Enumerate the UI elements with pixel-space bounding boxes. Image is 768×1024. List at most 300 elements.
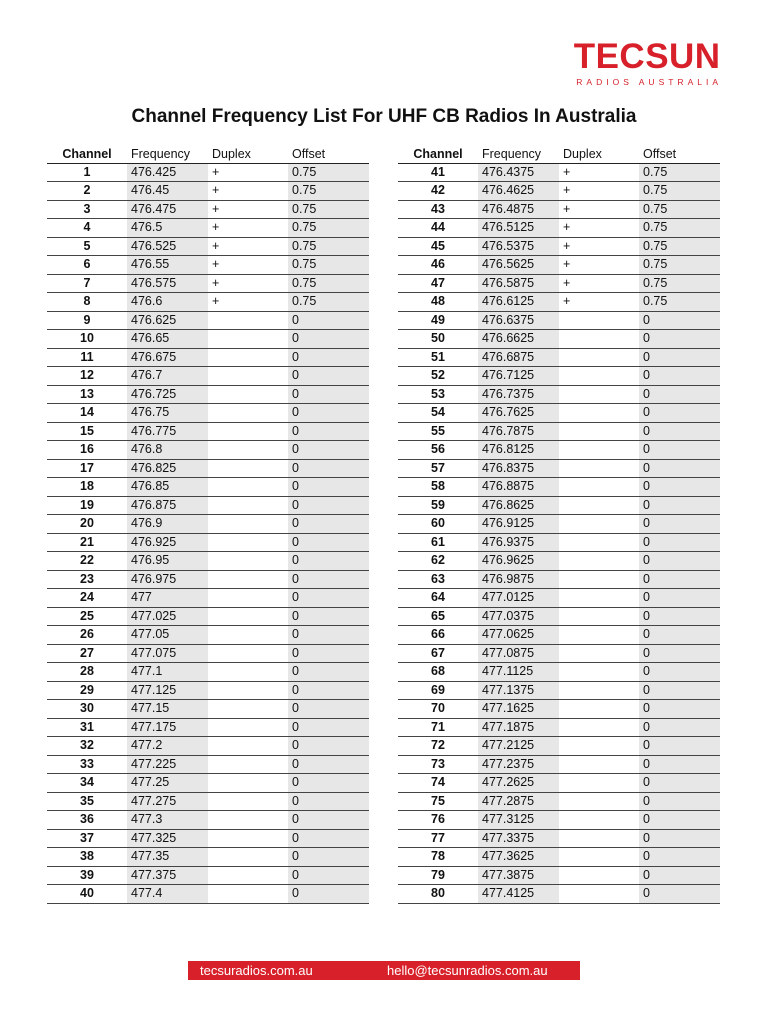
duplex-cell: + <box>208 163 288 182</box>
table-row <box>47 163 369 182</box>
duplex-cell <box>208 829 288 848</box>
table-row <box>398 311 720 330</box>
duplex-cell <box>559 570 639 589</box>
page-title: Channel Frequency List For UHF CB Radios In Australia <box>131 106 637 127</box>
duplex-cell: + <box>208 274 288 293</box>
duplex-cell <box>208 552 288 571</box>
offset-cell: 0 <box>639 515 720 534</box>
channel-cell: 68 <box>398 663 478 682</box>
offset-cell: 0.75 <box>288 163 369 182</box>
offset-cell: 0 <box>288 866 369 885</box>
channel-cell: 65 <box>398 607 478 626</box>
offset-cell: 0 <box>639 866 720 885</box>
table-row <box>47 478 369 497</box>
frequency-cell: 477.1 <box>127 663 208 682</box>
table-row <box>398 459 720 478</box>
offset-cell: 0 <box>639 737 720 756</box>
offset-cell: 0 <box>639 496 720 515</box>
frequency-cell: 476.8625 <box>478 496 559 515</box>
channel-cell: 13 <box>47 385 127 404</box>
duplex-cell: + <box>208 237 288 256</box>
duplex-cell <box>208 441 288 460</box>
brand-name: TECSUN <box>573 37 721 76</box>
frequency-cell: 476.6625 <box>478 330 559 349</box>
table-row <box>398 404 720 423</box>
table-row <box>398 774 720 793</box>
duplex-cell: + <box>559 219 639 238</box>
channel-cell: 62 <box>398 552 478 571</box>
duplex-cell <box>208 515 288 534</box>
channel-cell: 69 <box>398 681 478 700</box>
channel-cell: 11 <box>47 348 127 367</box>
offset-cell: 0 <box>288 755 369 774</box>
offset-cell: 0 <box>639 644 720 663</box>
channel-cell: 15 <box>47 422 127 441</box>
column-header-duplex: Duplex <box>208 145 288 163</box>
table-row <box>398 718 720 737</box>
frequency-cell: 476.5375 <box>478 237 559 256</box>
table-row <box>47 274 369 293</box>
channel-cell: 10 <box>47 330 127 349</box>
table-row <box>398 644 720 663</box>
offset-cell: 0 <box>288 737 369 756</box>
duplex-cell <box>208 478 288 497</box>
table-row <box>398 755 720 774</box>
channel-cell: 48 <box>398 293 478 312</box>
table-row <box>47 293 369 312</box>
duplex-cell <box>559 552 639 571</box>
table-header-row <box>47 145 369 163</box>
frequency-cell: 477.2125 <box>478 737 559 756</box>
offset-cell: 0 <box>639 811 720 830</box>
frequency-cell: 477.1625 <box>478 700 559 719</box>
channel-cell: 12 <box>47 367 127 386</box>
offset-cell: 0 <box>639 792 720 811</box>
duplex-cell <box>559 330 639 349</box>
duplex-cell <box>208 755 288 774</box>
frequency-cell: 477.0625 <box>478 626 559 645</box>
frequency-cell: 476.8375 <box>478 459 559 478</box>
channel-cell: 32 <box>47 737 127 756</box>
channel-table-left <box>47 145 369 904</box>
duplex-cell: + <box>208 219 288 238</box>
frequency-cell: 476.5 <box>127 219 208 238</box>
table-row <box>398 533 720 552</box>
frequency-cell: 477.15 <box>127 700 208 719</box>
channel-cell: 61 <box>398 533 478 552</box>
frequency-cell: 477.175 <box>127 718 208 737</box>
offset-cell: 0 <box>639 552 720 571</box>
column-header-offset: Offset <box>639 145 720 163</box>
duplex-cell: + <box>559 163 639 182</box>
channel-cell: 43 <box>398 200 478 219</box>
frequency-cell: 477.225 <box>127 755 208 774</box>
channel-table-right <box>398 145 720 904</box>
duplex-cell: + <box>559 200 639 219</box>
channel-cell: 31 <box>47 718 127 737</box>
duplex-cell <box>559 644 639 663</box>
duplex-cell: + <box>208 182 288 201</box>
frequency-cell: 477.075 <box>127 644 208 663</box>
offset-cell: 0 <box>288 774 369 793</box>
table-row <box>47 256 369 275</box>
offset-cell: 0 <box>639 589 720 608</box>
table-row <box>47 515 369 534</box>
channel-cell: 2 <box>47 182 127 201</box>
duplex-cell <box>559 441 639 460</box>
table-row <box>398 607 720 626</box>
frequency-cell: 477.025 <box>127 607 208 626</box>
frequency-cell: 477.0875 <box>478 644 559 663</box>
table-row <box>47 589 369 608</box>
brand-tagline: RADIOS AUSTRALIA <box>576 77 722 87</box>
table-row <box>398 330 720 349</box>
offset-cell: 0 <box>639 330 720 349</box>
table-row <box>398 589 720 608</box>
frequency-cell: 476.8875 <box>478 478 559 497</box>
table-row <box>47 219 369 238</box>
table-row <box>398 293 720 312</box>
duplex-cell <box>208 422 288 441</box>
frequency-cell: 476.775 <box>127 422 208 441</box>
offset-cell: 0 <box>288 478 369 497</box>
duplex-cell: + <box>208 256 288 275</box>
duplex-cell <box>559 626 639 645</box>
offset-cell: 0 <box>288 644 369 663</box>
offset-cell: 0.75 <box>288 182 369 201</box>
frequency-cell: 477.2625 <box>478 774 559 793</box>
channel-cell: 14 <box>47 404 127 423</box>
frequency-cell: 476.625 <box>127 311 208 330</box>
frequency-cell: 477.1375 <box>478 681 559 700</box>
duplex-cell <box>208 663 288 682</box>
frequency-cell: 476.45 <box>127 182 208 201</box>
duplex-cell <box>208 885 288 904</box>
frequency-cell: 477.3375 <box>478 829 559 848</box>
channel-cell: 34 <box>47 774 127 793</box>
duplex-cell <box>559 718 639 737</box>
website-link[interactable]: tecsuradios.com.au <box>200 963 313 978</box>
offset-cell: 0 <box>639 404 720 423</box>
table-row <box>398 552 720 571</box>
table-row <box>47 829 369 848</box>
frequency-cell: 476.9875 <box>478 570 559 589</box>
table-row <box>398 441 720 460</box>
channel-cell: 26 <box>47 626 127 645</box>
channel-cell: 80 <box>398 885 478 904</box>
table-row <box>47 663 369 682</box>
offset-cell: 0 <box>639 478 720 497</box>
frequency-cell: 476.825 <box>127 459 208 478</box>
channel-cell: 19 <box>47 496 127 515</box>
frequency-cell: 477.2375 <box>478 755 559 774</box>
offset-cell: 0 <box>288 607 369 626</box>
frequency-cell: 476.675 <box>127 348 208 367</box>
duplex-cell <box>559 515 639 534</box>
table-row <box>47 422 369 441</box>
duplex-cell: + <box>208 200 288 219</box>
channel-cell: 35 <box>47 792 127 811</box>
channel-cell: 40 <box>47 885 127 904</box>
table-row <box>398 422 720 441</box>
channel-cell: 66 <box>398 626 478 645</box>
frequency-cell: 477.275 <box>127 792 208 811</box>
duplex-cell: + <box>559 237 639 256</box>
channel-cell: 64 <box>398 589 478 608</box>
duplex-cell <box>208 848 288 867</box>
frequency-cell: 476.975 <box>127 570 208 589</box>
channel-cell: 24 <box>47 589 127 608</box>
channel-cell: 33 <box>47 755 127 774</box>
duplex-cell <box>208 737 288 756</box>
frequency-cell: 477.125 <box>127 681 208 700</box>
duplex-cell <box>208 311 288 330</box>
offset-cell: 0 <box>639 829 720 848</box>
channel-cell: 58 <box>398 478 478 497</box>
column-header-duplex: Duplex <box>559 145 639 163</box>
frequency-cell: 476.7 <box>127 367 208 386</box>
table-row <box>398 256 720 275</box>
frequency-cell: 476.925 <box>127 533 208 552</box>
channel-cell: 6 <box>47 256 127 275</box>
offset-cell: 0 <box>288 681 369 700</box>
channel-cell: 54 <box>398 404 478 423</box>
offset-cell: 0 <box>639 311 720 330</box>
brand-logo <box>572 37 722 87</box>
duplex-cell <box>208 811 288 830</box>
duplex-cell <box>559 311 639 330</box>
column-header-channel: Channel <box>47 145 127 163</box>
frequency-cell: 476.875 <box>127 496 208 515</box>
frequency-cell: 476.4875 <box>478 200 559 219</box>
duplex-cell <box>208 330 288 349</box>
offset-cell: 0 <box>288 330 369 349</box>
duplex-cell <box>559 829 639 848</box>
channel-cell: 7 <box>47 274 127 293</box>
duplex-cell <box>559 885 639 904</box>
frequency-cell: 476.85 <box>127 478 208 497</box>
table-row <box>47 681 369 700</box>
duplex-cell <box>559 792 639 811</box>
duplex-cell <box>559 811 639 830</box>
duplex-cell <box>559 348 639 367</box>
frequency-cell: 476.95 <box>127 552 208 571</box>
frequency-cell: 476.6 <box>127 293 208 312</box>
offset-cell: 0 <box>288 885 369 904</box>
table-row <box>47 330 369 349</box>
frequency-cell: 476.5625 <box>478 256 559 275</box>
table-row <box>47 496 369 515</box>
offset-cell: 0 <box>288 848 369 867</box>
email-link[interactable]: hello@tecsunradios.com.au <box>387 963 548 978</box>
offset-cell: 0 <box>288 404 369 423</box>
duplex-cell <box>208 570 288 589</box>
table-row <box>47 866 369 885</box>
frequency-cell: 477.3 <box>127 811 208 830</box>
footer-bar <box>188 961 580 980</box>
duplex-cell: + <box>559 274 639 293</box>
frequency-cell: 476.75 <box>127 404 208 423</box>
frequency-cell: 477.375 <box>127 866 208 885</box>
table-row <box>47 385 369 404</box>
duplex-cell <box>559 589 639 608</box>
offset-cell: 0.75 <box>639 219 720 238</box>
channel-cell: 55 <box>398 422 478 441</box>
offset-cell: 0 <box>288 367 369 386</box>
channel-cell: 16 <box>47 441 127 460</box>
table-row <box>398 700 720 719</box>
duplex-cell <box>208 348 288 367</box>
offset-cell: 0 <box>288 663 369 682</box>
duplex-cell <box>559 774 639 793</box>
table-row <box>47 885 369 904</box>
channel-cell: 46 <box>398 256 478 275</box>
offset-cell: 0 <box>288 811 369 830</box>
channel-cell: 78 <box>398 848 478 867</box>
channel-cell: 52 <box>398 367 478 386</box>
table-row <box>398 274 720 293</box>
table-row <box>47 200 369 219</box>
duplex-cell <box>208 626 288 645</box>
frequency-cell: 477.0375 <box>478 607 559 626</box>
table-row <box>398 219 720 238</box>
table-row <box>398 496 720 515</box>
offset-cell: 0 <box>639 422 720 441</box>
offset-cell: 0 <box>639 385 720 404</box>
channel-cell: 47 <box>398 274 478 293</box>
duplex-cell <box>208 367 288 386</box>
offset-cell: 0.75 <box>639 293 720 312</box>
frequency-cell: 477.2875 <box>478 792 559 811</box>
duplex-cell <box>559 866 639 885</box>
table-row <box>47 570 369 589</box>
offset-cell: 0 <box>288 589 369 608</box>
duplex-cell <box>559 681 639 700</box>
channel-cell: 27 <box>47 644 127 663</box>
channel-cell: 45 <box>398 237 478 256</box>
offset-cell: 0 <box>639 441 720 460</box>
duplex-cell <box>208 866 288 885</box>
table-row <box>47 182 369 201</box>
channel-cell: 37 <box>47 829 127 848</box>
offset-cell: 0 <box>288 552 369 571</box>
channel-cell: 8 <box>47 293 127 312</box>
channel-cell: 53 <box>398 385 478 404</box>
column-header-channel: Channel <box>398 145 478 163</box>
duplex-cell <box>559 422 639 441</box>
table-row <box>398 570 720 589</box>
offset-cell: 0 <box>288 570 369 589</box>
offset-cell: 0 <box>288 496 369 515</box>
channel-cell: 9 <box>47 311 127 330</box>
channel-cell: 36 <box>47 811 127 830</box>
frequency-cell: 476.8125 <box>478 441 559 460</box>
channel-cell: 21 <box>47 533 127 552</box>
channel-cell: 59 <box>398 496 478 515</box>
offset-cell: 0.75 <box>639 163 720 182</box>
table-header-row <box>398 145 720 163</box>
offset-cell: 0.75 <box>639 237 720 256</box>
table-row <box>398 663 720 682</box>
table-row <box>398 163 720 182</box>
channel-cell: 60 <box>398 515 478 534</box>
offset-cell: 0 <box>639 755 720 774</box>
frequency-cell: 477.4 <box>127 885 208 904</box>
channel-cell: 50 <box>398 330 478 349</box>
table-row <box>47 848 369 867</box>
channel-cell: 49 <box>398 311 478 330</box>
offset-cell: 0.75 <box>288 200 369 219</box>
frequency-cell: 477.3625 <box>478 848 559 867</box>
duplex-cell <box>208 792 288 811</box>
duplex-cell <box>559 700 639 719</box>
table-row <box>47 367 369 386</box>
channel-cell: 39 <box>47 866 127 885</box>
duplex-cell: + <box>559 293 639 312</box>
duplex-cell <box>559 496 639 515</box>
frequency-cell: 476.5875 <box>478 274 559 293</box>
offset-cell: 0.75 <box>288 219 369 238</box>
channel-cell: 5 <box>47 237 127 256</box>
frequency-cell: 476.7875 <box>478 422 559 441</box>
frequency-cell: 476.5125 <box>478 219 559 238</box>
channel-cell: 3 <box>47 200 127 219</box>
duplex-cell <box>208 459 288 478</box>
table-row <box>47 774 369 793</box>
offset-cell: 0 <box>288 441 369 460</box>
frequency-cell: 476.9375 <box>478 533 559 552</box>
channel-cell: 23 <box>47 570 127 589</box>
offset-cell: 0 <box>639 718 720 737</box>
channel-cell: 4 <box>47 219 127 238</box>
channel-cell: 70 <box>398 700 478 719</box>
frequency-cell: 477.3125 <box>478 811 559 830</box>
table-row <box>398 681 720 700</box>
channel-cell: 28 <box>47 663 127 682</box>
duplex-cell <box>559 404 639 423</box>
table-row <box>47 718 369 737</box>
offset-cell: 0 <box>288 348 369 367</box>
frequency-cell: 477.1875 <box>478 718 559 737</box>
offset-cell: 0 <box>639 774 720 793</box>
frequency-cell: 476.4375 <box>478 163 559 182</box>
duplex-cell <box>208 607 288 626</box>
table-row <box>47 700 369 719</box>
frequency-cell: 476.9125 <box>478 515 559 534</box>
channel-cell: 79 <box>398 866 478 885</box>
table-row <box>398 829 720 848</box>
duplex-cell <box>208 385 288 404</box>
offset-cell: 0 <box>288 718 369 737</box>
frequency-cell: 477.3875 <box>478 866 559 885</box>
table-row <box>47 626 369 645</box>
column-header-frequency: Frequency <box>127 145 208 163</box>
offset-cell: 0 <box>288 459 369 478</box>
frequency-cell: 477.325 <box>127 829 208 848</box>
table-row <box>398 385 720 404</box>
frequency-cell: 477.1125 <box>478 663 559 682</box>
frequency-cell: 476.9 <box>127 515 208 534</box>
offset-cell: 0 <box>288 533 369 552</box>
frequency-cell: 477.2 <box>127 737 208 756</box>
table-row <box>47 237 369 256</box>
duplex-cell <box>208 533 288 552</box>
duplex-cell <box>559 663 639 682</box>
frequency-cell: 476.7375 <box>478 385 559 404</box>
duplex-cell: + <box>208 293 288 312</box>
table-row <box>47 348 369 367</box>
frequency-cell: 476.9625 <box>478 552 559 571</box>
